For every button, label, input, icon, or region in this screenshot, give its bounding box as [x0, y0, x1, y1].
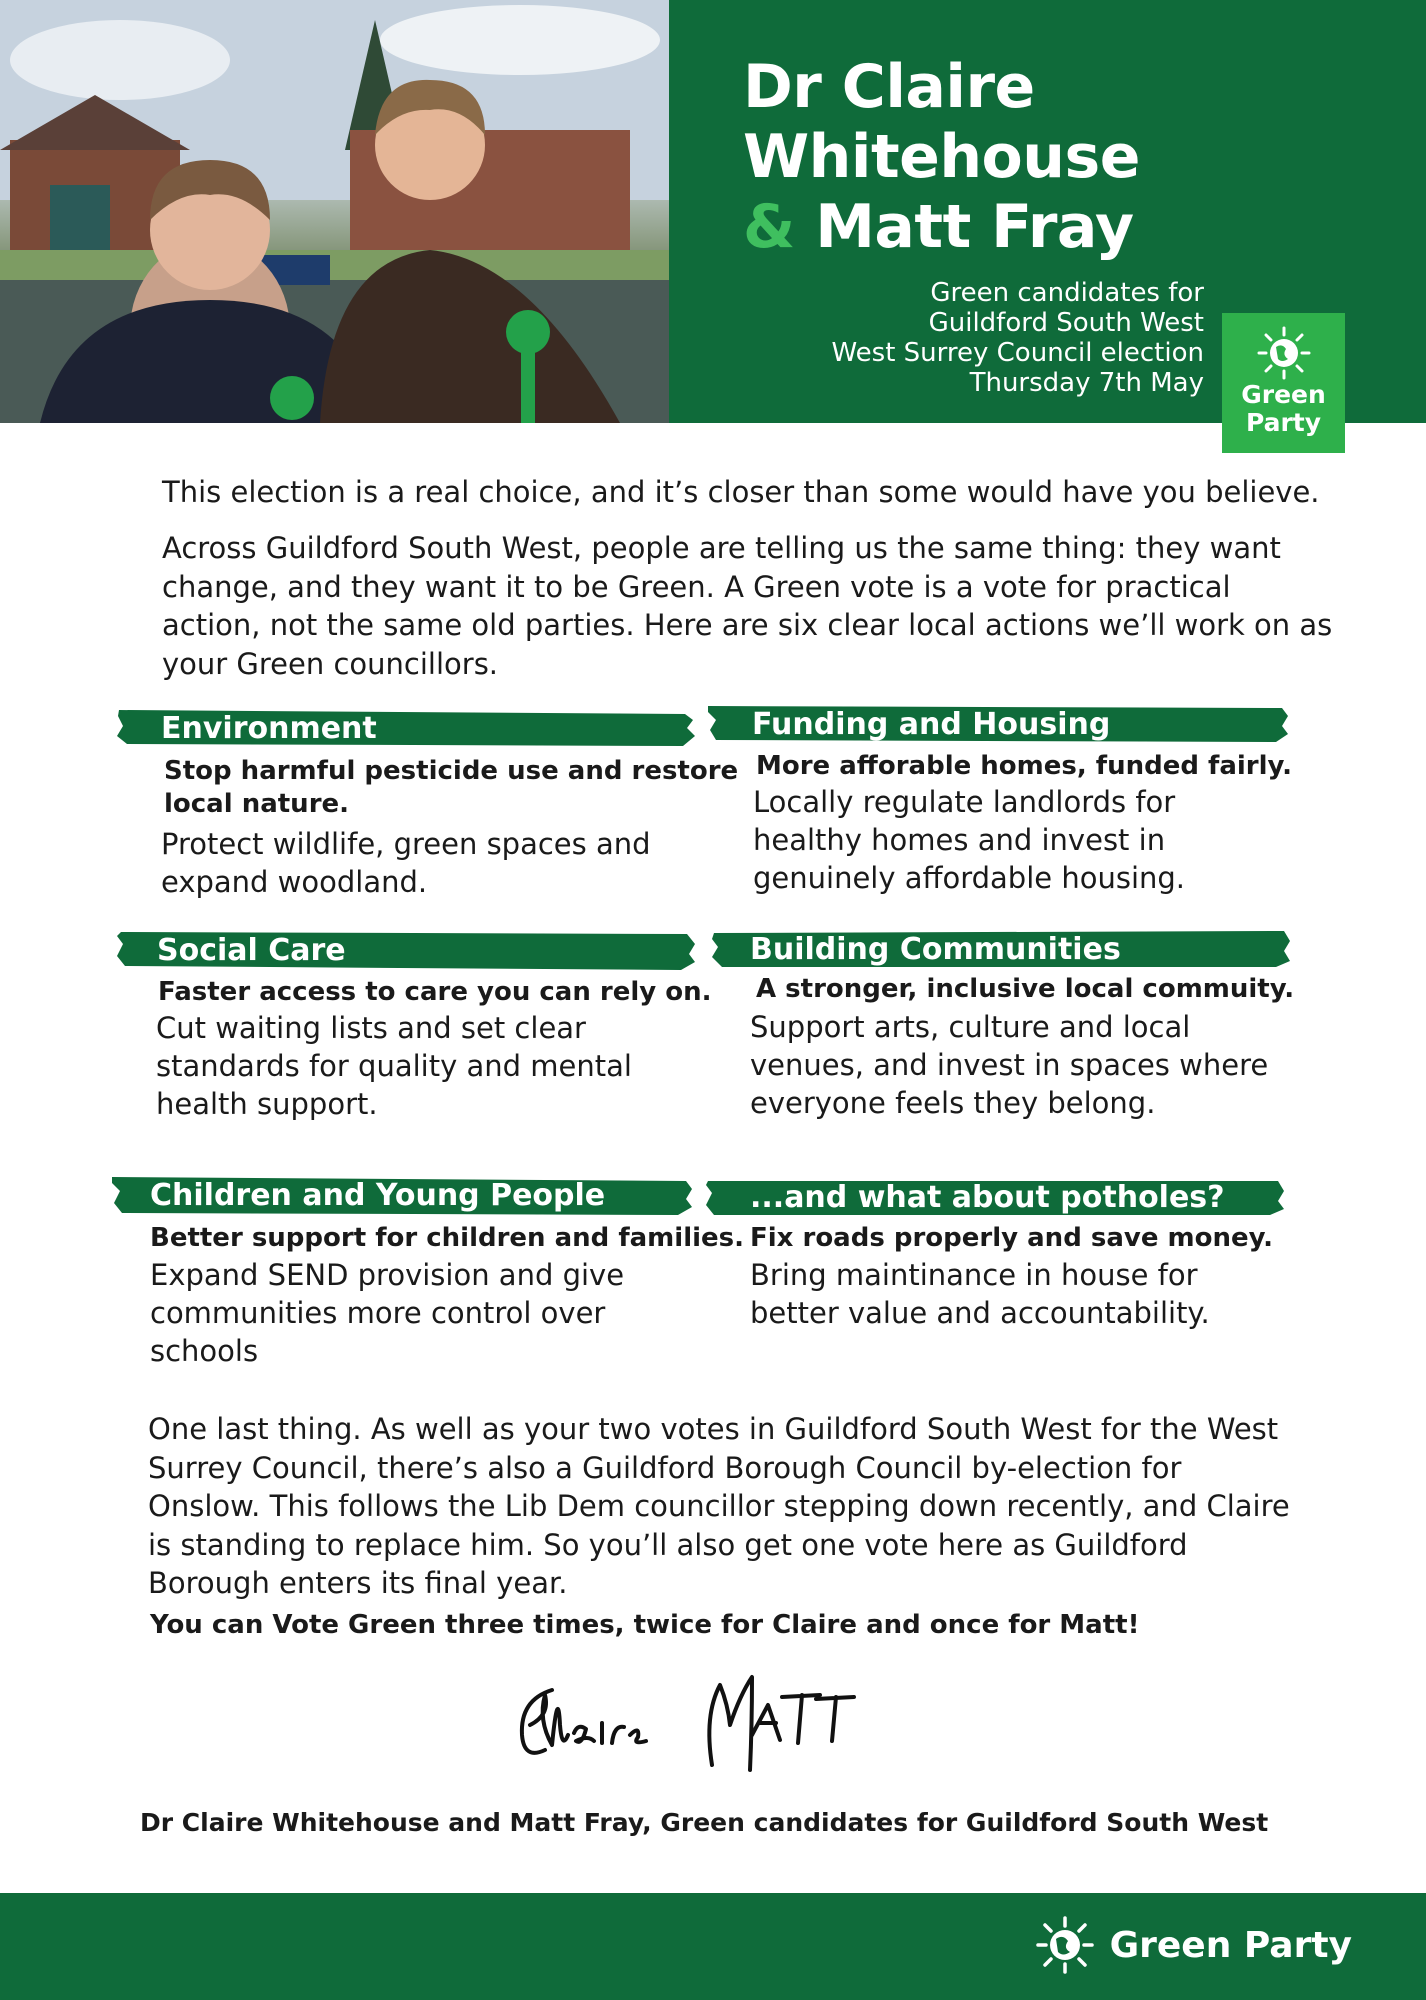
- heading-social-care: Social Care: [157, 933, 346, 968]
- body-building-communities: [750, 1008, 1268, 1122]
- lead-line: Faster access to care you can rely on.: [158, 977, 712, 1007]
- intro-paragraph-2: [162, 529, 1332, 683]
- heading-potholes: ...and what about potholes?: [750, 1180, 1225, 1215]
- earth-sun-icon: [1032, 1915, 1098, 1975]
- subtitle-line: Green candidates for: [930, 278, 1204, 308]
- body-line: Locally regulate landlords for: [753, 785, 1176, 819]
- body-potholes: [750, 1256, 1210, 1332]
- closing-line: is standing to replace him. So you’ll also get one vote here as Guildford: [148, 1527, 1188, 1562]
- body-line: genuinely affordable housing.: [753, 861, 1186, 895]
- body-line: schools: [150, 1334, 259, 1368]
- earth-sun-icon: [1256, 325, 1312, 381]
- lead-funding-housing: [756, 750, 1292, 783]
- heading-funding-housing: Funding and Housing: [752, 707, 1111, 742]
- body-line: expand woodland.: [161, 865, 428, 899]
- intro-paragraph-1: This election is a real choice, and it’s closer than some would have you believe.: [162, 475, 1320, 509]
- subtitle-line: Thursday 7th May: [969, 368, 1204, 398]
- lead-social-care: [158, 976, 712, 1009]
- body-line: better value and accountability.: [750, 1296, 1210, 1330]
- footer-logo-text: Green Party: [1109, 1924, 1352, 1966]
- subtitle-line: Guildford South West: [928, 308, 1204, 338]
- lead-line: Better support for children and families.: [150, 1223, 745, 1253]
- green-party-logo: [1222, 313, 1345, 453]
- title-line2: Matt Fray: [815, 192, 1134, 262]
- body-environment: [161, 825, 651, 901]
- title-ampersand: &: [743, 192, 795, 262]
- heading-brush-building-communities: [710, 927, 1292, 967]
- closing-line: Surrey Council, there’s also a Guildford Borough Council by-election for: [148, 1450, 1182, 1485]
- heading-environment: Environment: [161, 711, 377, 746]
- heading-brush-children-young-people: [110, 1173, 694, 1213]
- closing-bold-line: You can Vote Green three times, twice for Claire and once for Matt!: [150, 1610, 1140, 1640]
- body-line: Support arts, culture and local: [750, 1010, 1191, 1044]
- body-children-young-people: [150, 1256, 624, 1370]
- body-line: Protect wildlife, green spaces and: [161, 827, 651, 861]
- page-title: [743, 52, 1426, 262]
- intro-line: action, not the same old parties. Here are six clear local actions we’ll work on as: [162, 608, 1333, 642]
- lead-potholes: [750, 1222, 1273, 1255]
- body-funding-housing: [753, 783, 1185, 897]
- heading-brush-potholes: [704, 1175, 1286, 1215]
- lead-environment: [164, 755, 738, 821]
- closing-line: Borough enters its final year.: [148, 1566, 568, 1600]
- signature-caption: Dr Claire Whitehouse and Matt Fray, Green candidates for Guildford South West: [140, 1808, 1269, 1837]
- body-line: communities more control over: [150, 1296, 606, 1330]
- intro-line: your Green councillors.: [162, 646, 499, 681]
- intro-line: Across Guildford South West, people are telling us the same thing: they want: [162, 531, 1281, 565]
- body-line: standards for quality and mental: [156, 1049, 632, 1083]
- lead-line: local nature.: [164, 789, 350, 819]
- closing-line: One last thing. As well as your two votes in Guildford South West for the West: [148, 1412, 1279, 1446]
- closing-paragraph: [148, 1410, 1290, 1603]
- heading-brush-social-care: [115, 928, 697, 968]
- handwritten-signatures: [490, 1665, 900, 1795]
- body-line: Cut waiting lists and set clear: [156, 1011, 586, 1045]
- body-social-care: [156, 1009, 632, 1123]
- lead-building-communities: [756, 973, 1294, 1006]
- body-line: Expand SEND provision and give: [150, 1258, 625, 1292]
- subtitle-line: West Surrey Council election: [831, 338, 1204, 368]
- lead-line: Stop harmful pesticide use and restore: [164, 756, 739, 786]
- title-line1: Dr Claire Whitehouse: [743, 52, 1140, 192]
- signatures: [490, 1665, 900, 1795]
- lead-line: A stronger, inclusive local commuity.: [756, 974, 1295, 1004]
- candidates-photo-illustration: [0, 0, 669, 423]
- closing-line: Onslow. This follows the Lib Dem councillor stepping down recently, and Claire: [148, 1489, 1290, 1523]
- heading-building-communities: Building Communities: [750, 932, 1121, 967]
- body-line: venues, and invest in spaces where: [750, 1048, 1269, 1082]
- heading-brush-environment: [115, 706, 697, 746]
- heading-children-young-people: Children and Young People: [150, 1178, 606, 1213]
- header-subtitle: [831, 278, 1204, 398]
- heading-brush-funding-housing: [706, 702, 1290, 742]
- body-line: everyone feels they belong.: [750, 1086, 1156, 1120]
- logo-text-party: Party: [1245, 408, 1322, 437]
- body-line: healthy homes and invest in: [753, 823, 1166, 857]
- body-line: health support.: [156, 1087, 378, 1121]
- logo-text-green: Green: [1241, 380, 1326, 409]
- footer-bar: [0, 1893, 1426, 2000]
- lead-line: More afforable homes, funded fairly.: [756, 751, 1292, 781]
- body-line: Bring maintinance in house for: [750, 1258, 1198, 1292]
- intro-line: change, and they want it to be Green. A Green vote is a vote for practical: [162, 569, 1231, 604]
- lead-children-young-people: [150, 1222, 744, 1255]
- footer-green-party-logo: [1032, 1915, 1352, 1975]
- candidates-photo: [0, 0, 669, 423]
- lead-line: Fix roads properly and save money.: [750, 1223, 1274, 1253]
